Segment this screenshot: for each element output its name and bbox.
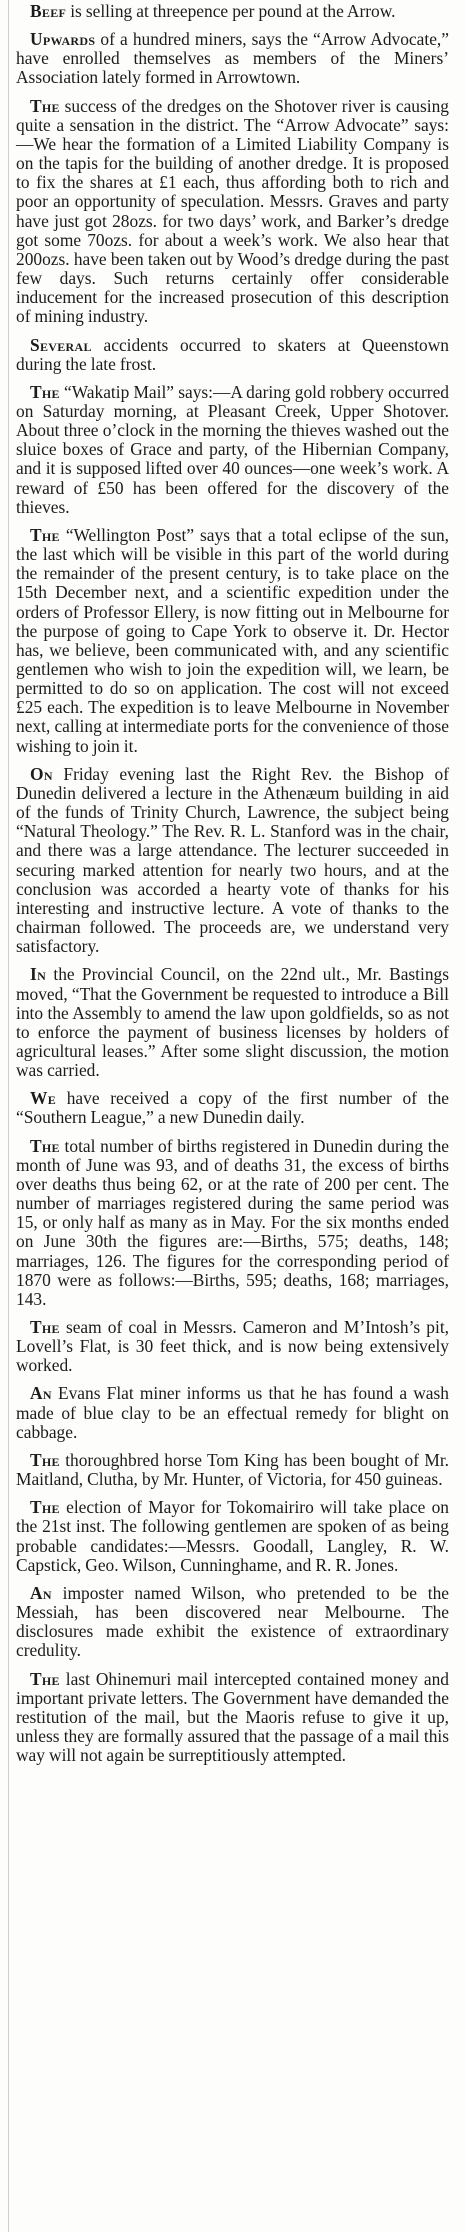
news-item-southern-league: [16, 1089, 449, 1127]
paragraph-text: of a hundred miners, says the “Arrow Advocate,” have enrolled themselves as members of the Miners’ Association lately formed in Arrowtown.: [16, 29, 449, 88]
paragraph-text: the Provincial Council, on the 22nd ult., Mr. Bastings moved, “That the Government be requested to introduce a Bill into the Assembly to amend the law upon goldfields, so as not to enforce the payment of business licenses by holders of agricultural leases.” After some slight discussion, the motion was carried.: [16, 964, 449, 1081]
paragraph-text: is selling at threepence per pound at the Arrow.: [66, 1, 396, 21]
lead-word: On: [30, 763, 53, 784]
lead-word: The: [30, 1317, 60, 1337]
news-item-cabbage-blight: [16, 1384, 449, 1441]
news-item-provincial-council: [16, 965, 449, 1080]
news-item-ohinemuri-mail: [16, 1670, 449, 1766]
lead-word: The: [30, 1449, 60, 1470]
lead-word: Several: [30, 334, 92, 355]
lead-word: The: [30, 524, 60, 545]
paragraph-text: Friday evening last the Right Rev. the Bishop of Dunedin delivered a lecture in the Athenæum building in aid of the funds of Trinity Church, Lawrence, the subject being “Natural Theology.” The Rev. R. L. Stanford was in the chair, and there was a large attendance. The lecturer succeeded in securing marked attention for nearly two hours, and at the conclusion was accorded a hearty vote of thanks for his interesting and instructive lecture. A vote of thanks to the chairman followed. The proceeds are, we understand very satisfactory.: [16, 763, 449, 957]
column-rule: [8, 0, 9, 2232]
paragraph-text: Evans Flat miner informs us that he has found a wash made of blue clay to be an effectual remedy for blight on cabbage.: [16, 1383, 449, 1442]
paragraph-text: seam of coal in Messrs. Cameron and M’Intosh’s pit, Lovell’s Flat, is 30 feet thick, and is now being extensively worked.: [16, 1317, 449, 1376]
paragraph-text: success of the dredges on the Shotover river is causing quite a sensation in the district. The “Arrow Advocate” says:—We hear the formation of a Limited Liability Company is on the tapis for the building of another dredge. It is proposed to fix the shares at £1 each, thus affording both to rich and poor an opportunity of speculation. Messrs. Graves and party have just got 28ozs. for two days’ work, and Barker’s dredge got some 70ozs. for about a week’s work. We also hear that 200ozs. have been taken out by Wood’s dredge during the past few days. Such returns certainly offer considerable inducement for the increased prosecution of this description of mining industry.: [16, 95, 449, 327]
paragraph-text: last Ohinemuri mail intercepted contained money and important private letters. The Government have demanded the restitution of the mail, but the Maoris refuse to give it up, unless they are formally assured that the passage of a mail this way will not again be surreptitiously attempted.: [16, 1668, 449, 1766]
paragraph-text: imposter named Wilson, who pretended to be the Messiah, has been discovered near Melbourne. The disclosures made exhibit the existence of extraordinary credulity.: [16, 1582, 449, 1661]
lead-word: The: [30, 1135, 60, 1156]
news-item-horse-sale: [16, 1451, 449, 1489]
news-item-beef: [16, 2, 449, 21]
lead-word: The: [30, 95, 60, 116]
paragraph-text: total number of births registered in Dunedin during the month of June was 93, and of deaths 31, the excess of births over deaths thus being 62, or at the rate of 200 per cent. The number of marriages registered during the same period was 15, or only half as many as in May. For the six months ended on June 30th the figures are:—Births, 575; deaths, 148; marriages, 126. The figures for the corresponding period of 1870 were as follows:—Births, 595; deaths, 168; marriages, 143.: [16, 1135, 449, 1309]
paragraph-text: election of Mayor for Tokomairiro will take place on the 21st inst. The following gentlemen are spoken of as being probable candidates:—Messrs. Goodall, Langley, R. W. Capstick, Geo. Wilson, Cunninghame, and R. R. Jones.: [16, 1497, 449, 1575]
news-item-imposter: [16, 1584, 449, 1661]
lead-word: An: [30, 1383, 52, 1404]
paragraph-text: accidents occurred to skaters at Queenstown during the late frost.: [16, 334, 449, 374]
lead-word: The: [30, 381, 60, 402]
news-item-shotover-dredges: [16, 97, 449, 327]
lead-word: An: [30, 1582, 52, 1603]
lead-word: We: [30, 1088, 56, 1109]
lead-word: In: [30, 964, 47, 985]
news-item-miners-association: [16, 30, 449, 87]
lead-word: Beef: [30, 1, 67, 21]
news-item-mayor-election: [16, 1498, 449, 1575]
news-item-gold-robbery: [16, 383, 449, 517]
lead-word: The: [30, 1497, 60, 1518]
paragraph-text: thoroughbred horse Tom King has been bought of Mr. Maitland, Clutha, by Mr. Hunter, of Victoria, for 450 guineas.: [16, 1449, 449, 1490]
paragraph-text: “Wellington Post” says that a total eclipse of the sun, the last which will be visible in this part of the world during the remainder of the present century, is to take place on the 15th December next, and a scientific expedition under the orders of Professor Ellery, is now fitting out in Melbourne for the purpose of going to Cape York to observe it. Dr. Hector has, we believe, been communicated with, and any scientific gentlemen who wish to join the expedition will, we learn, be permitted to do so on application. The cost will not exceed £25 each. The expedition is to leave Melbourne in November next, calling at intermediate ports for the convenience of those wishing to join it.: [16, 524, 449, 756]
lead-word: The: [30, 1668, 60, 1689]
paragraph-text: “Wakatip Mail” says:—A daring gold robbery occurred on Saturday morning, at Pleasant Creek, Upper Shotover. About three o’clock in the morning the thieves washed out the sluice boxes of Grace and party, of the Hibernian Company, and it is supposed lifted over 40 ounces—one week’s work. A reward of £50 has been offered for the discovery of the thieves.: [16, 381, 449, 517]
news-item-births-deaths: [16, 1137, 449, 1309]
news-item-skating-accidents: [16, 336, 449, 374]
news-item-solar-eclipse: [16, 526, 449, 756]
news-item-coal-seam: [16, 1318, 449, 1375]
lead-word: Upwards: [30, 29, 96, 50]
news-item-bishop-lecture: [16, 765, 449, 957]
paragraph-text: have received a copy of the first number of the “Southern League,” a new Dunedin daily.: [16, 1088, 449, 1128]
